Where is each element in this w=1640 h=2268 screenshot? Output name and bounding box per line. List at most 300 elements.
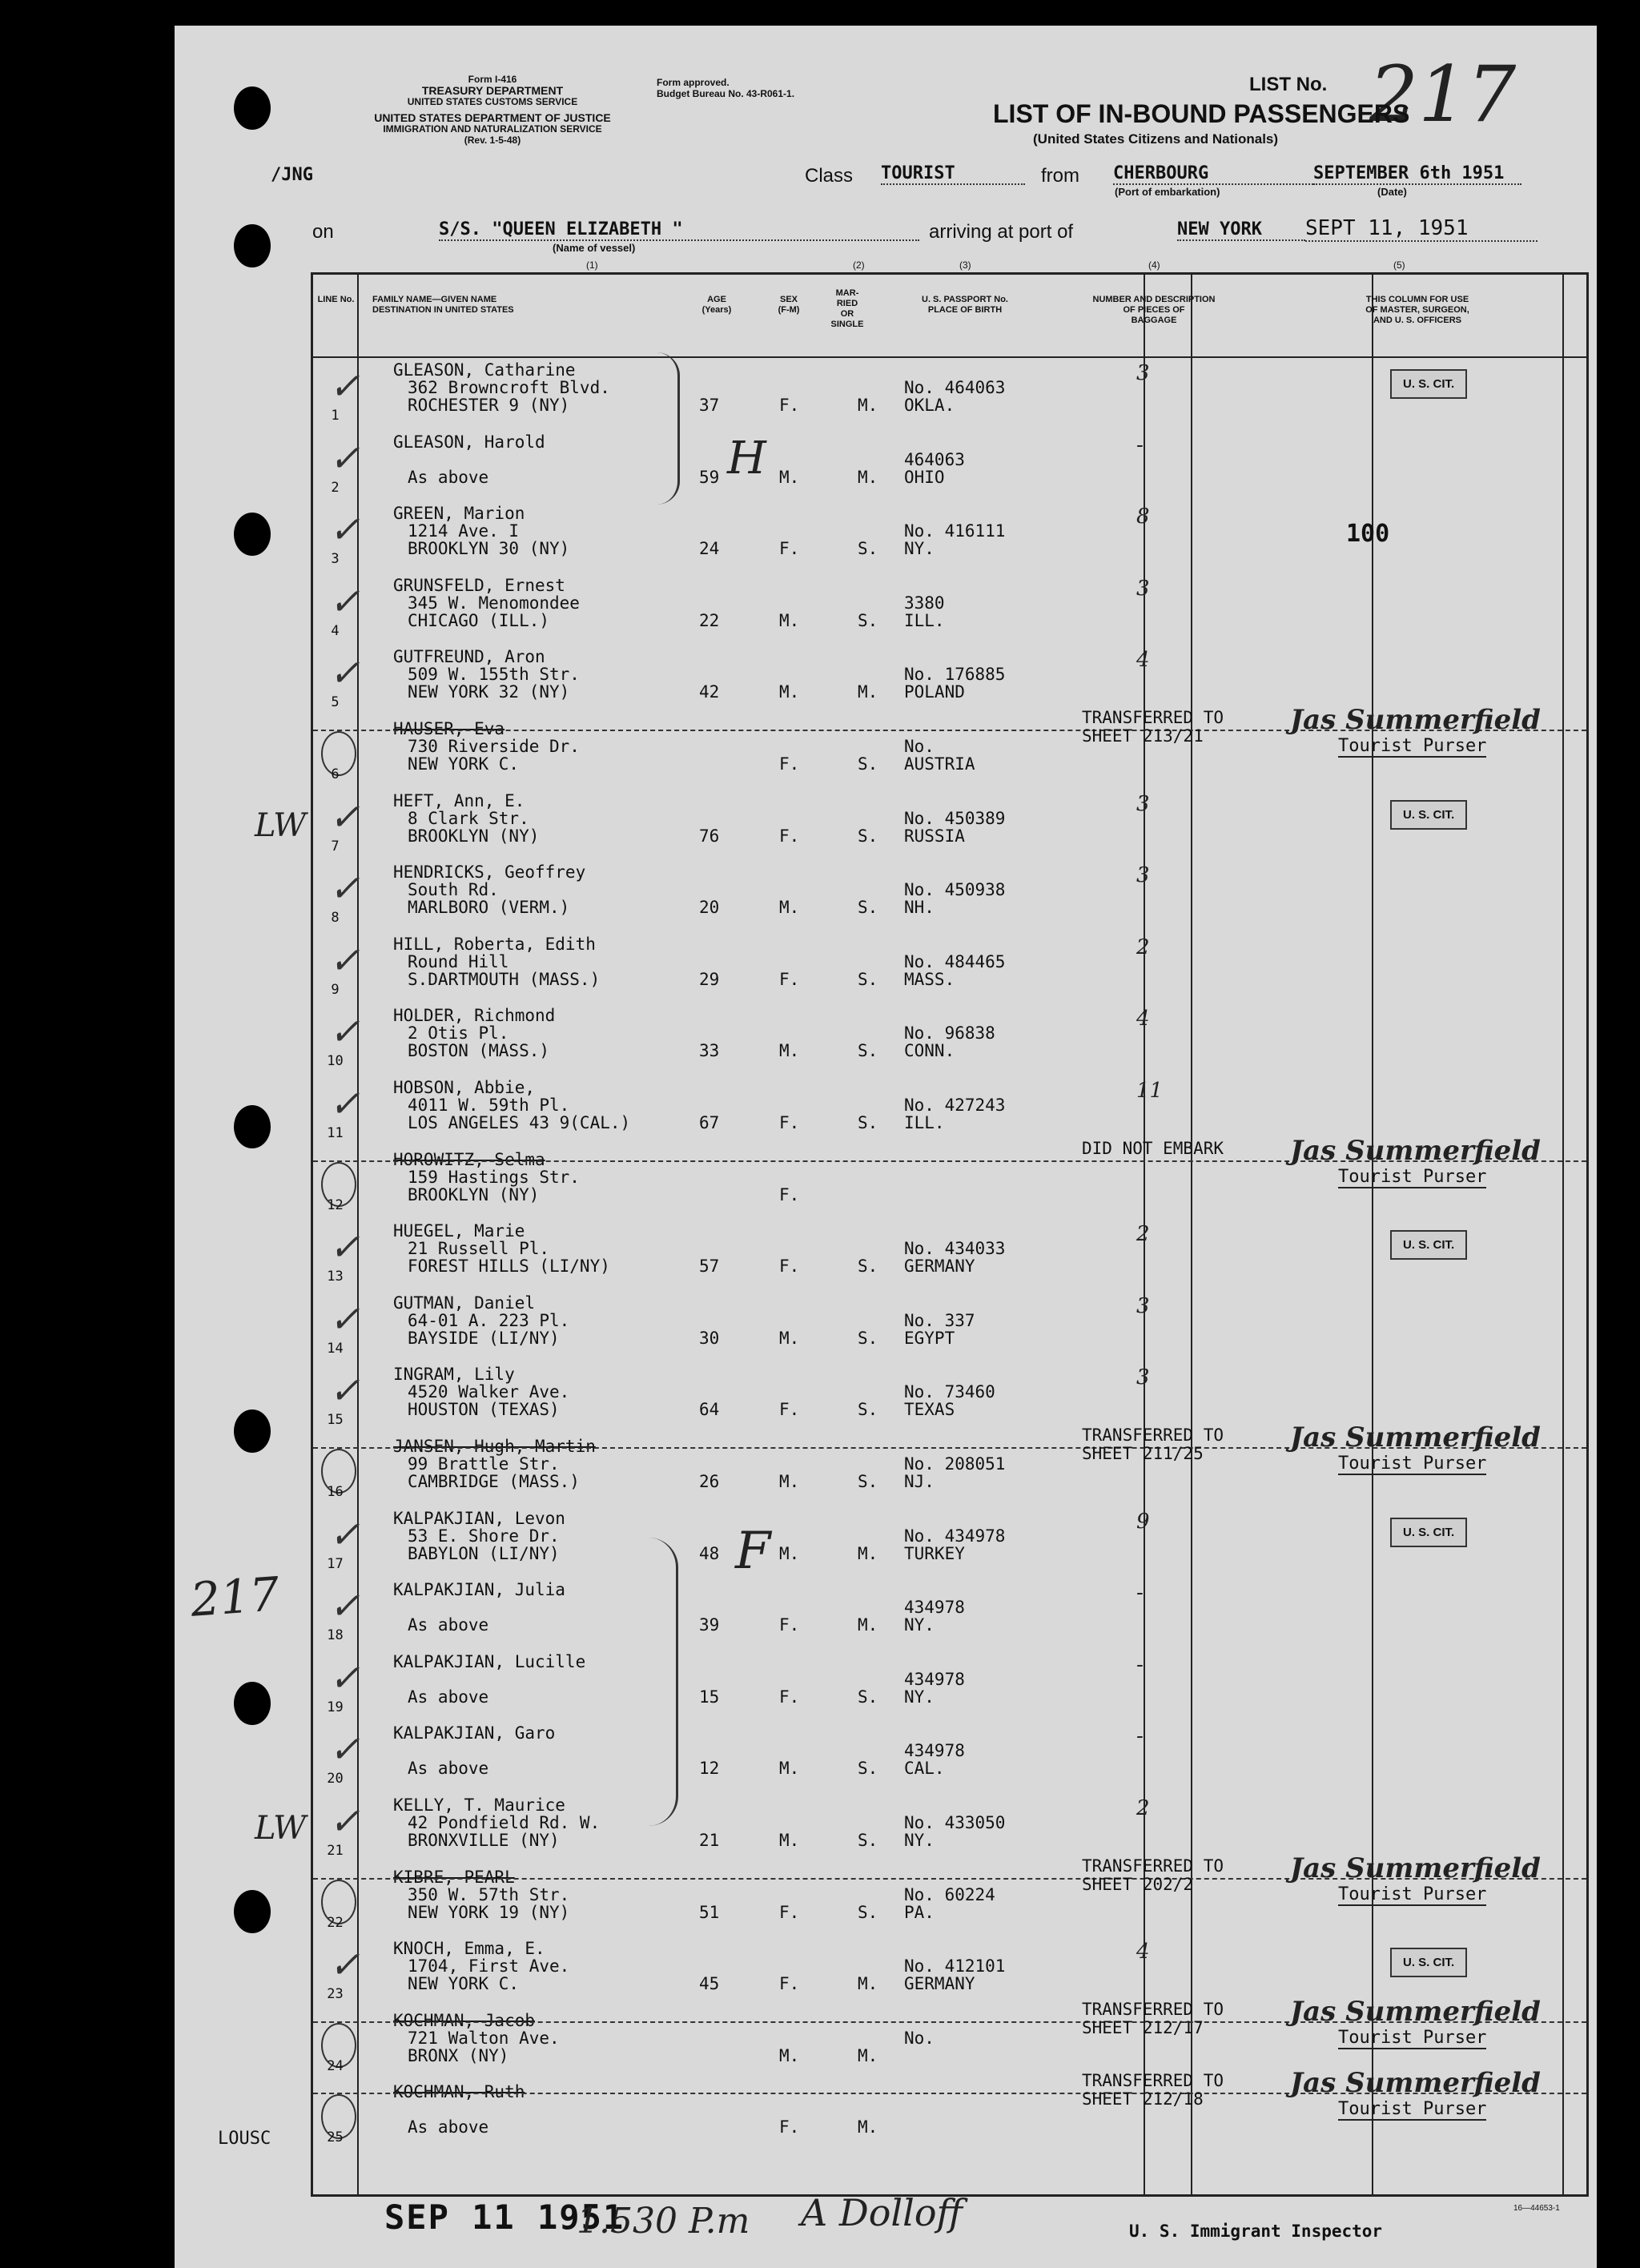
- from-label: from: [1041, 165, 1079, 187]
- passenger-age: 24: [699, 539, 720, 559]
- check-mark-icon: ✓: [329, 1655, 360, 1699]
- passenger-marital: S.: [858, 898, 878, 918]
- passport-number: No. 433050: [904, 1813, 1006, 1832]
- passenger-name: GRUNSFELD, Ernest: [393, 575, 565, 595]
- passenger-name: HILL, Roberta, Edith: [393, 934, 596, 954]
- check-mark-icon: ✓: [329, 1584, 360, 1628]
- passenger-name: KOCHMAN, Ruth: [393, 2082, 525, 2102]
- passenger-marital: S.: [858, 1113, 878, 1132]
- place-of-birth: OKLA.: [904, 396, 955, 415]
- passenger-name: KNOCH, Emma, E.: [393, 1939, 545, 1959]
- passport-number: 434978: [904, 1741, 965, 1761]
- passenger-sex: F.: [779, 396, 800, 415]
- passenger-address: 730 Riverside Dr.: [408, 737, 580, 756]
- passenger-sex: M.: [779, 1472, 800, 1491]
- line-number: 1: [331, 408, 340, 424]
- punch-hole: [234, 1682, 271, 1725]
- passenger-destination: BRONX (NY): [408, 2045, 509, 2065]
- place-of-birth: EGYPT: [904, 1328, 955, 1348]
- passenger-destination: FOREST HILLS (LI/NY): [408, 1257, 610, 1277]
- line-number: 20: [327, 1771, 344, 1787]
- passenger-name: GLEASON, Catharine: [393, 360, 576, 380]
- place-of-birth: AUSTRIA: [904, 754, 975, 774]
- table-row: [313, 1578, 1586, 1649]
- baggage-count: 3: [1136, 791, 1150, 816]
- place-of-birth: POLAND: [904, 682, 965, 702]
- class-value: TOURIST: [881, 163, 1025, 185]
- passenger-name: GUTFREUND, Aron: [393, 647, 545, 667]
- baggage-count: -: [1136, 1581, 1144, 1606]
- table-row: [313, 2067, 1586, 2151]
- passenger-destination: As above: [408, 1687, 489, 1707]
- passport-number: 464063: [904, 449, 965, 469]
- passenger-name: KALPAKJIAN, Levon: [393, 1508, 565, 1528]
- col-officers: THIS COLUMN FOR USE OF MASTER, SURGEON, AND U. S. OFFICERS: [1365, 295, 1469, 325]
- passenger-age: 57: [699, 1257, 720, 1277]
- clerk-initials: /JNG: [271, 165, 313, 185]
- line-number: 22: [327, 1914, 344, 1931]
- baggage-count: 3: [1136, 863, 1150, 888]
- passport-number: No. 176885: [904, 665, 1006, 685]
- table-row: [313, 789, 1586, 860]
- passenger-age: 37: [699, 396, 720, 415]
- place-of-birth: TEXAS: [904, 1400, 955, 1420]
- passenger-sex: F.: [779, 826, 800, 846]
- column-number-5: (5): [1393, 259, 1405, 271]
- punch-hole: [234, 1105, 271, 1148]
- check-mark-icon: ✓: [329, 1512, 360, 1556]
- list-no-label: LIST No.: [1249, 74, 1328, 95]
- place-of-birth: CONN.: [904, 1041, 955, 1061]
- baggage-count: 9: [1136, 1509, 1150, 1534]
- column-number-2: (2): [853, 259, 865, 271]
- line-number: 11: [327, 1125, 344, 1141]
- place-of-birth: GERMANY: [904, 1974, 975, 1994]
- place-of-birth: OHIO: [904, 467, 945, 487]
- table-row: [313, 1422, 1586, 1506]
- col-sex: SEX (F-M): [778, 295, 800, 315]
- table-row: [313, 860, 1586, 931]
- passenger-sex: M.: [779, 610, 800, 630]
- passenger-sex: M.: [779, 682, 800, 702]
- passenger-name: GREEN, Marion: [393, 504, 525, 524]
- passport-number: No. 73460: [904, 1382, 995, 1402]
- us-citizen-stamp: U. S. CIT.: [1390, 1518, 1467, 1547]
- inspector-signature: A Dolloff: [801, 2191, 963, 2234]
- passenger-destination: HOUSTON (TEXAS): [408, 1400, 560, 1420]
- passenger-address: 362 Browncroft Blvd.: [408, 378, 610, 397]
- class-label: Class: [805, 165, 854, 187]
- passenger-age: 64: [699, 1400, 720, 1420]
- passport-number: No. 96838: [904, 1023, 995, 1044]
- baggage-count: 3: [1136, 1365, 1150, 1390]
- group-letter-f: F: [735, 1522, 771, 1581]
- baggage-count: -: [1136, 1724, 1144, 1749]
- check-mark-icon: ✓: [329, 1943, 360, 1987]
- line-number: 4: [331, 622, 340, 639]
- passenger-marital: M.: [858, 396, 878, 415]
- passenger-marital: M.: [858, 1974, 878, 1994]
- place-of-birth: NH.: [904, 898, 935, 918]
- passenger-name: HAUSER, Eva: [393, 719, 505, 738]
- passenger-sex: M.: [779, 1041, 800, 1061]
- passenger-name: KALPAKJIAN, Lucille: [393, 1651, 586, 1671]
- passenger-address: 1214 Ave. I: [408, 521, 520, 541]
- margin-tick-2: LW: [255, 1810, 307, 1847]
- from-value: CHERBOURG: [1113, 163, 1313, 185]
- passport-number: 434978: [904, 1669, 965, 1689]
- transfer-note: TRANSFERRED TO SHEET 212/18: [1082, 2071, 1224, 2109]
- passenger-address: 1704, First Ave.: [408, 1956, 570, 1976]
- passenger-destination: NEW YORK 19 (NY): [408, 1902, 570, 1922]
- table-row: [313, 573, 1586, 645]
- margin-tick-1: LW: [255, 807, 307, 844]
- column-number-1: (1): [586, 259, 598, 271]
- passenger-marital: S.: [858, 754, 878, 774]
- passenger-destination: ROCHESTER 9 (NY): [408, 396, 570, 415]
- passenger-age: 26: [699, 1472, 720, 1491]
- passenger-sex: F.: [779, 2117, 800, 2137]
- passenger-age: 76: [699, 826, 720, 846]
- line-number: 17: [327, 1555, 344, 1572]
- purser-signature-block: [1290, 1852, 1586, 1906]
- line-number: 21: [327, 1843, 344, 1859]
- passenger-address: 64-01 A. 223 Pl.: [408, 1310, 570, 1330]
- passenger-name: KALPAKJIAN, Julia: [393, 1580, 565, 1600]
- table-row: [313, 1852, 1586, 1936]
- passenger-marital: S.: [858, 969, 878, 989]
- check-mark-icon: ✓: [329, 651, 360, 695]
- purser-signature: Jas Summerfield: [1290, 1134, 1541, 1167]
- passenger-sex: F.: [779, 1400, 800, 1420]
- passenger-marital: S.: [858, 1472, 878, 1491]
- purser-signature: Jas Summerfield: [1290, 704, 1541, 736]
- passport-number: No. 434033: [904, 1239, 1006, 1259]
- passenger-destination: NEW YORK C.: [408, 1974, 520, 1994]
- vessel-caption: (Name of vessel): [553, 242, 636, 254]
- transfer-note: TRANSFERRED TO SHEET 202/2: [1082, 1856, 1224, 1894]
- passport-number: No. 450938: [904, 880, 1006, 900]
- passenger-sex: M.: [779, 467, 800, 487]
- form-code: 16—44653-1: [1513, 2204, 1560, 2213]
- passenger-address: 159 Hastings Str.: [408, 1167, 580, 1187]
- line-number: 3: [331, 551, 340, 568]
- passenger-sex: M.: [779, 1831, 800, 1850]
- line-number: 13: [327, 1269, 344, 1285]
- place-of-birth: RUSSIA: [904, 826, 965, 846]
- passenger-destination: NEW YORK C.: [408, 754, 520, 774]
- passenger-age: 45: [699, 1974, 720, 1994]
- passenger-marital: S.: [858, 826, 878, 846]
- passenger-name: KELLY, T. Maurice: [393, 1796, 565, 1815]
- passenger-name: KOCHMAN, Jacob: [393, 2010, 536, 2030]
- passenger-sex: M.: [779, 1759, 800, 1779]
- passenger-address: 21 Russell Pl.: [408, 1239, 550, 1259]
- passenger-sex: F.: [779, 1184, 800, 1204]
- passenger-age: 20: [699, 898, 720, 918]
- passenger-age: 59: [699, 467, 720, 487]
- line-number: 16: [327, 1484, 344, 1500]
- passenger-sex: M.: [779, 2045, 800, 2065]
- passenger-sex: M.: [779, 898, 800, 918]
- purser-title: Tourist Purser: [1338, 1166, 1487, 1187]
- table-row: [313, 358, 1586, 429]
- passenger-marital: S.: [858, 1041, 878, 1061]
- us-citizen-stamp: U. S. CIT.: [1390, 1948, 1467, 1977]
- group-letter-h: H: [727, 432, 766, 485]
- col-line-no: LINE No.: [317, 295, 355, 304]
- baggage-value: 100: [1346, 520, 1390, 549]
- table-row: [313, 501, 1586, 573]
- passport-number: No. 208051: [904, 1454, 1006, 1474]
- col-name: FAMILY NAME—GIVEN NAME DESTINATION IN UNITED STATES: [372, 295, 514, 315]
- passport-number: No. 450389: [904, 808, 1006, 828]
- table-row: [313, 430, 1586, 501]
- passenger-marital: M.: [858, 2117, 878, 2137]
- passenger-sex: F.: [779, 1687, 800, 1707]
- passenger-sex: F.: [779, 1974, 800, 1994]
- passenger-name: INGRAM, Lily: [393, 1365, 515, 1385]
- passenger-marital: M.: [858, 1615, 878, 1635]
- col-passport: U. S. PASSPORT No. PLACE OF BIRTH: [922, 295, 1008, 315]
- baggage-count: -: [1136, 432, 1144, 457]
- line-number: 25: [327, 2129, 344, 2146]
- baggage-count: 11: [1136, 1079, 1164, 1103]
- check-mark-icon: ✓: [329, 1727, 360, 1771]
- passenger-marital: S.: [858, 539, 878, 559]
- passenger-address: 8 Clark Str.: [408, 808, 529, 828]
- line-number: 18: [327, 1627, 344, 1644]
- check-mark-icon: ✓: [329, 364, 360, 408]
- baggage-count: 4: [1136, 1940, 1150, 1964]
- passenger-address: 721 Walton Ave.: [408, 2028, 560, 2048]
- passenger-age: 33: [699, 1041, 720, 1061]
- passport-number: No. 337: [904, 1310, 975, 1330]
- place-of-birth: ILL.: [904, 1113, 945, 1132]
- passenger-destination: BROOKLYN (NY): [408, 826, 540, 846]
- passenger-age: 48: [699, 1543, 720, 1563]
- purser-signature-block: [1290, 2067, 1586, 2121]
- check-mark-icon: ✓: [329, 579, 360, 623]
- punch-hole: [234, 86, 271, 130]
- passenger-name: HOLDER, Richmond: [393, 1006, 556, 1026]
- passport-number: 3380: [904, 593, 945, 613]
- form-agency-block: Form I-416 TREASURY DEPARTMENT UNITED STATES CUSTOMS SERVICE UNITED STATES DEPARTMENT OF JUSTICE IMMIGRATION AND NATURALIZATION SERVICE (Rev. 1-5-48): [374, 74, 611, 146]
- check-mark-icon: ✓: [329, 938, 360, 982]
- passenger-destination: As above: [408, 1615, 489, 1635]
- purser-title: Tourist Purser: [1338, 1884, 1487, 1904]
- line-number: 19: [327, 1699, 344, 1715]
- passenger-age: 51: [699, 1902, 720, 1922]
- purser-signature-block: [1290, 1422, 1586, 1475]
- check-mark-icon: ✓: [329, 436, 360, 480]
- place-of-birth: MASS.: [904, 969, 955, 989]
- passenger-sex: F.: [779, 1902, 800, 1922]
- passenger-destination: MARLBORO (VERM.): [408, 898, 570, 918]
- from-caption: (Port of embarkation): [1115, 186, 1220, 198]
- purser-title: Tourist Purser: [1338, 736, 1487, 756]
- arrival-port: NEW YORK: [1177, 219, 1305, 241]
- passenger-sex: M.: [779, 1328, 800, 1348]
- line-number: 5: [331, 694, 340, 711]
- passenger-address: 99 Brattle Str.: [408, 1454, 560, 1474]
- transfer-note: TRANSFERRED TO SHEET 212/17: [1082, 1999, 1224, 2037]
- transfer-note: TRANSFERRED TO SHEET 213/21: [1082, 708, 1224, 746]
- place-of-birth: NY.: [904, 1687, 935, 1707]
- col-baggage: NUMBER AND DESCRIPTION OF PIECES OF BAGGAGE: [1092, 295, 1216, 325]
- line-number: 23: [327, 1986, 344, 2003]
- passenger-name: HOBSON, Abbie,: [393, 1078, 536, 1097]
- check-mark-icon: ✓: [329, 1297, 360, 1341]
- passenger-age: 15: [699, 1687, 720, 1707]
- passenger-sex: F.: [779, 539, 800, 559]
- passenger-destination: As above: [408, 1759, 489, 1779]
- passenger-address: 53 E. Shore Dr.: [408, 1526, 560, 1546]
- passenger-destination: CHICAGO (ILL.): [408, 610, 550, 630]
- check-mark-icon: ✓: [329, 1225, 360, 1269]
- passport-number: No.: [904, 2028, 935, 2048]
- form-approval: Form approved. Budget Bureau No. 43-R061-1.: [657, 77, 795, 99]
- passenger-marital: S.: [858, 1328, 878, 1348]
- vessel-name: S/S. "QUEEN ELIZABETH ": [439, 219, 919, 241]
- passport-number: No. 484465: [904, 951, 1006, 971]
- arrival-date: SEPT 11, 1951: [1305, 216, 1538, 242]
- passport-number: No.: [904, 737, 935, 756]
- passenger-destination: BAYSIDE (LI/NY): [408, 1328, 560, 1348]
- purser-signature: Jas Summerfield: [1290, 1852, 1541, 1884]
- on-label: on: [312, 221, 334, 243]
- margin-code: LOUSC: [218, 2129, 271, 2149]
- baggage-count: 4: [1136, 648, 1150, 673]
- check-mark-icon: ✓: [329, 1010, 360, 1054]
- passenger-age: 29: [699, 969, 720, 989]
- table-row: [313, 1134, 1586, 1219]
- punch-hole: [234, 1890, 271, 1933]
- line-number: 7: [331, 838, 340, 855]
- passenger-destination: NEW YORK 32 (NY): [408, 682, 570, 702]
- passenger-age: 42: [699, 682, 720, 702]
- passenger-sex: F.: [779, 1113, 800, 1132]
- check-mark-icon: ✓: [329, 794, 360, 838]
- passenger-destination: BROOKLYN 30 (NY): [408, 539, 570, 559]
- col-age: AGE (Years): [701, 295, 732, 315]
- passenger-age: 39: [699, 1615, 720, 1635]
- col-married: MAR- RIED OR SINGLE: [830, 288, 864, 329]
- passenger-sex: F.: [779, 1257, 800, 1277]
- place-of-birth: NY.: [904, 539, 935, 559]
- passenger-address: 350 W. 57th Str.: [408, 1884, 570, 1904]
- line-number: 8: [331, 910, 340, 927]
- passenger-name: KALPAKJIAN, Garo: [393, 1723, 556, 1743]
- table-row: [313, 1291, 1586, 1362]
- line-number: 2: [331, 479, 340, 496]
- line-number: 14: [327, 1340, 344, 1357]
- transfer-note: DID NOT EMBARK: [1082, 1138, 1224, 1158]
- passenger-name: HEFT, Ann, E.: [393, 790, 525, 810]
- passport-number: No. 412101: [904, 1956, 1006, 1976]
- passenger-name: HENDRICKS, Geoffrey: [393, 863, 586, 883]
- passenger-name: GUTMAN, Daniel: [393, 1293, 536, 1313]
- baggage-count: 2: [1136, 1222, 1150, 1247]
- place-of-birth: NY.: [904, 1615, 935, 1635]
- line-number: 9: [331, 981, 340, 998]
- bracket-kalpakjian: [649, 1538, 678, 1826]
- passenger-marital: M.: [858, 467, 878, 487]
- line-number: 10: [327, 1053, 344, 1070]
- document-title: LIST OF IN-BOUND PASSENGERS: [993, 99, 1410, 128]
- passenger-marital: S.: [858, 1831, 878, 1850]
- passenger-marital: S.: [858, 1759, 878, 1779]
- column-number-3: (3): [959, 259, 971, 271]
- passenger-sex: F.: [779, 754, 800, 774]
- passenger-name: HUEGEL, Marie: [393, 1221, 525, 1241]
- column-number-4: (4): [1148, 259, 1160, 271]
- passport-number: No. 416111: [904, 521, 1006, 541]
- passenger-sex: F.: [779, 1615, 800, 1635]
- table-row: [313, 932, 1586, 1003]
- baggage-count: 3: [1136, 1293, 1150, 1318]
- passenger-age: 12: [699, 1759, 720, 1779]
- passenger-marital: S.: [858, 1902, 878, 1922]
- passenger-address: 4011 W. 59th Pl.: [408, 1096, 570, 1115]
- passenger-name: GLEASON, Harold: [393, 432, 545, 452]
- check-mark-icon: ✓: [329, 1082, 360, 1125]
- passenger-marital: S.: [858, 1400, 878, 1420]
- passenger-marital: M.: [858, 1543, 878, 1563]
- baggage-count: 3: [1136, 576, 1150, 601]
- check-mark-icon: ✓: [329, 1369, 360, 1413]
- passenger-destination: LOS ANGELES 43 9(CAL.): [408, 1113, 631, 1132]
- document-subtitle: (United States Citizens and Nationals): [1033, 131, 1279, 147]
- passport-number: No. 60224: [904, 1884, 995, 1904]
- passenger-destination: BABYLON (LI/NY): [408, 1543, 560, 1563]
- check-mark-icon: ✓: [329, 508, 360, 552]
- passenger-age: 21: [699, 1831, 720, 1850]
- check-mark-icon: ✓: [329, 867, 360, 911]
- passport-number: No. 434978: [904, 1526, 1006, 1546]
- passenger-address: 4520 Walker Ave.: [408, 1382, 570, 1402]
- check-mark-icon: ✓: [329, 1800, 360, 1843]
- passenger-address: Round Hill: [408, 951, 509, 971]
- baggage-count: 2: [1136, 1796, 1150, 1820]
- passenger-address: 509 W. 155th Str.: [408, 665, 580, 685]
- passenger-name: HOROWITZ, Selma: [393, 1149, 545, 1169]
- table-row: [313, 1721, 1586, 1792]
- place-of-birth: ILL.: [904, 610, 945, 630]
- line-number: 24: [327, 2057, 344, 2074]
- arrival-date-stamp: SEP 11 1951: [384, 2198, 625, 2237]
- place-of-birth: NY.: [904, 1831, 935, 1850]
- departure-date: SEPTEMBER 6th 1951: [1313, 163, 1521, 185]
- passenger-marital: M.: [858, 682, 878, 702]
- passenger-marital: S.: [858, 1257, 878, 1277]
- passport-number: No. 427243: [904, 1096, 1006, 1115]
- passenger-name: KIBRE, PEARL: [393, 1867, 515, 1887]
- passenger-marital: S.: [858, 1687, 878, 1707]
- line-number: 12: [327, 1196, 344, 1213]
- line-number: 6: [331, 766, 340, 782]
- table-row: [313, 704, 1586, 788]
- transfer-note: TRANSFERRED TO SHEET 211/25: [1082, 1426, 1224, 1463]
- passenger-marital: S.: [858, 610, 878, 630]
- purser-signature-block: [1290, 704, 1586, 758]
- baggage-count: 8: [1136, 505, 1150, 529]
- passenger-destination: BROOKLYN (NY): [408, 1184, 540, 1204]
- passenger-sex: M.: [779, 1543, 800, 1563]
- arriving-label: arriving at port of: [929, 221, 1074, 243]
- us-citizen-stamp: U. S. CIT.: [1390, 1230, 1467, 1260]
- passenger-address: 42 Pondfield Rd. W.: [408, 1813, 601, 1832]
